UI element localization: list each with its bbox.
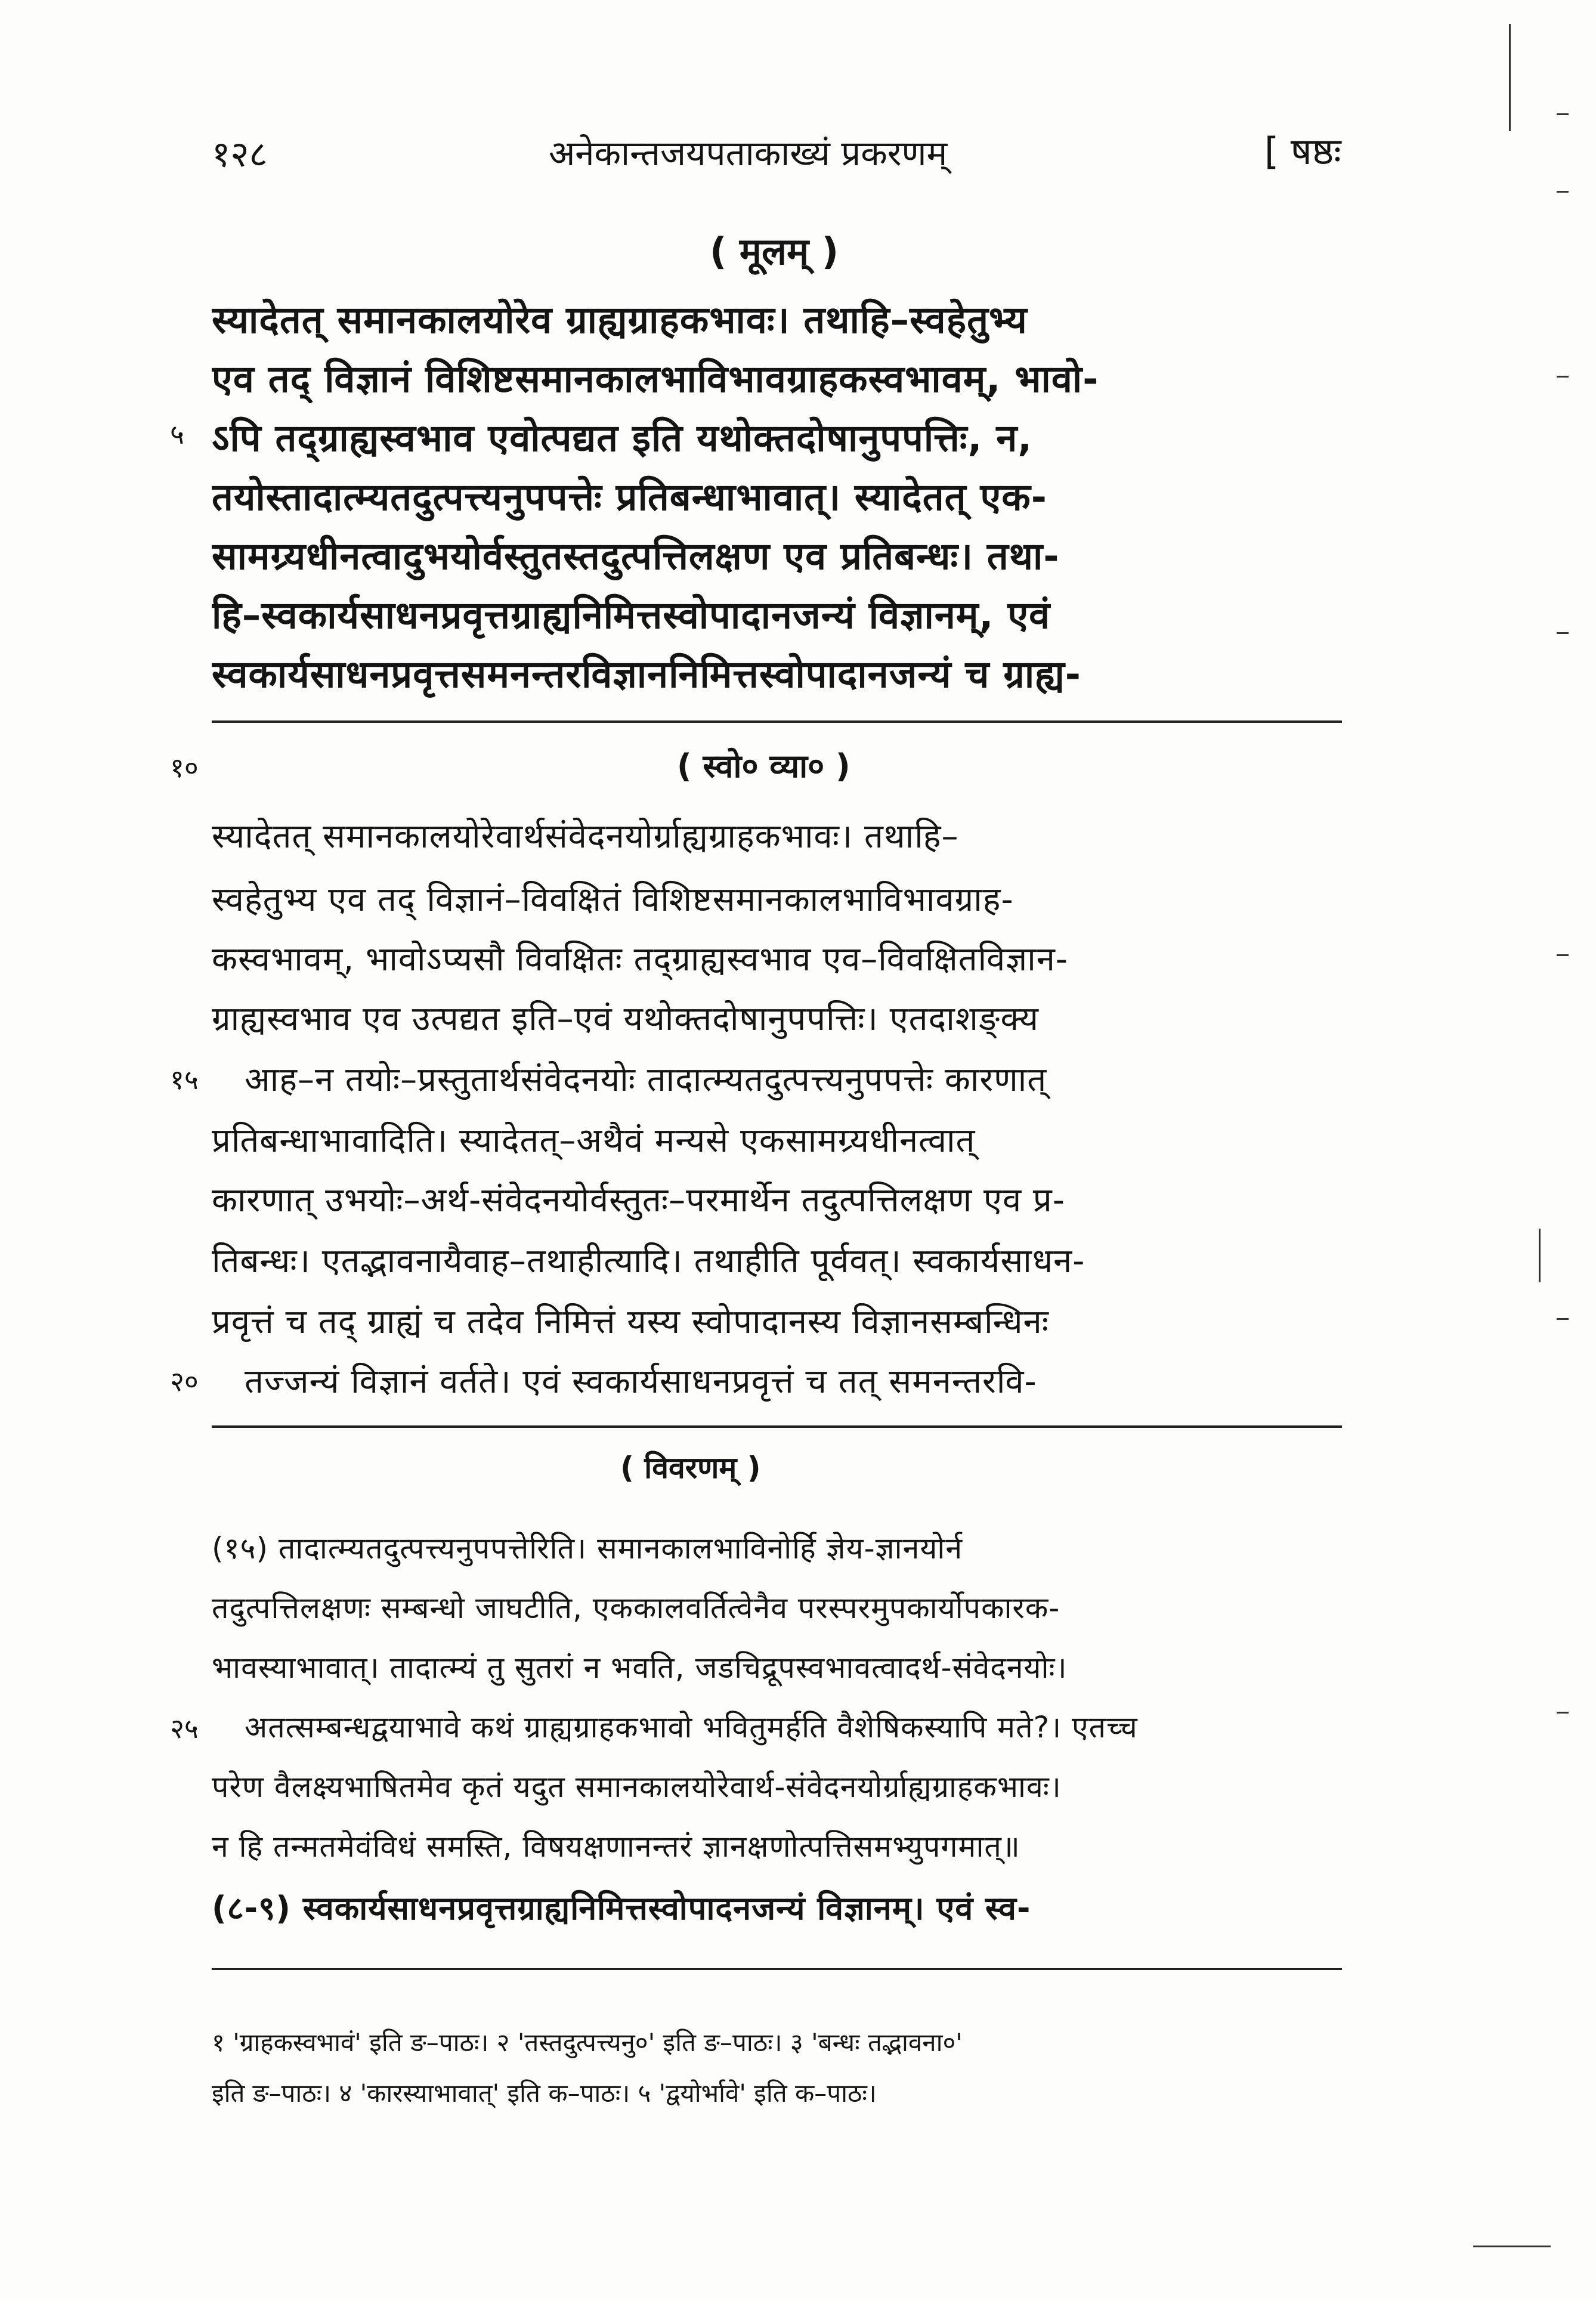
- margin-line-number-5: ५: [170, 418, 184, 450]
- svopajna-line-10: तज्जन्यं विज्ञानं वर्तते। एवं स्वकार्यसाधनप्रवृत्तं च तत् समनन्तरवि-: [245, 1362, 1037, 1401]
- svopajna-line-7: कारणात् उभयोः–अर्थ-संवेदनयोर्वस्तुतः–परमार्थेन तदुत्पत्तिलक्षण एव प्र-: [212, 1181, 1065, 1220]
- scan-edge-tick: [1557, 113, 1569, 115]
- mula-line-2: एव तद् विज्ञानं विशिष्टसमानकालभाविभावग्राहकस्वभावम्, भावो-: [212, 357, 1099, 401]
- scan-edge-mark: [1509, 24, 1511, 131]
- mula-line-5: सामग्र्यधीनत्वादुभयोर्वस्तुतस्तदुत्पत्तिलक्षण एव प्रतिबन्धः। तथा-: [212, 534, 1060, 578]
- mula-line-7: स्वकार्यसाधनप्रवृत्तसमनन्तरविज्ञाननिमित्तस्वोपादानजन्यं च ग्राह्य-: [212, 652, 1081, 696]
- scan-edge-tick: [1557, 1318, 1569, 1320]
- margin-line-number-15: १५: [170, 1063, 199, 1096]
- vivarana-line-3: भावस्याभावात्। तादात्म्यं तु सुतरां न भवति, जडचिद्रूपस्वभावत्वादर्थ-संवेदनयोः।: [212, 1650, 1068, 1685]
- running-title: अनेकान्तजयपताकाख्यं प्रकरणम्: [549, 133, 948, 174]
- mula-line-4: तयोस्तादात्म्यतदुत्पत्त्यनुपपत्तेः प्रतिबन्धाभावात्। स्यादेतत् एक-: [212, 475, 1047, 519]
- svopajna-line-1: स्यादेतत् समानकालयोरेवार्थसंवेदनयोर्ग्राह्यग्राहकभावः। तथाहि–: [212, 817, 959, 856]
- svopajna-line-3: कस्वभावम्, भावोऽप्यसौ विवक्षितः तद्ग्राह्यस्वभाव एव–विवक्षितविज्ञान-: [212, 940, 1068, 979]
- svopajna-line-6: प्रतिबन्धाभावादिति। स्यादेतत्–अथैवं मन्यसे एकसामग्र्यधीनत्वात्: [212, 1121, 976, 1160]
- scan-edge-tick: [1473, 2246, 1551, 2247]
- scan-edge-tick: [1557, 954, 1569, 956]
- mula-line-3: ऽपि तद्ग्राह्यस्वभाव एवोत्पद्यत इति यथोक्तदोषानुपपत्तिः, न,: [212, 416, 1033, 460]
- section-divider-2: [212, 1425, 1342, 1428]
- footnote-line-1: १ 'ग्राहकस्वभावं' इति ङ–पाठः। २ 'तस्तदुत्पत्त्यनु०' इति ङ–पाठः। ३ 'बन्धः तद्भावना०': [212, 2028, 963, 2057]
- scan-edge-tick: [1557, 632, 1569, 634]
- scan-edge-tick: [1557, 191, 1569, 193]
- vivarana-line-1: (१५) तादात्म्यतदुत्पत्त्यनुपपत्तेरिति। समानकालभाविनोर्हि ज्ञेय-ज्ञानयोर्न: [212, 1531, 963, 1566]
- svopajna-heading: ( स्वो० व्या० ): [677, 747, 850, 785]
- svopajna-line-8: तिबन्धः। एतद्भावनायैवाह–तथाहीत्यादि। तथाहीति पूर्ववत्। स्वकार्यसाधन-: [212, 1242, 1085, 1281]
- vivarana-line-2: तदुत्पत्तिलक्षणः सम्बन्धो जाघटीति, एककालवर्तित्वेनैव परस्परमुपकार्योपकारक-: [212, 1591, 1060, 1625]
- mula-line-6: हि–स्वकार्यसाधनप्रवृत्तग्राह्यनिमित्तस्वोपादानजन्यं विज्ञानम्, एवं: [212, 593, 1051, 637]
- vivarana-heading: ( विवरणम् ): [620, 1451, 761, 1485]
- vivarana-line-6: न हि तन्मतमेवंविधं समस्ति, विषयक्षणानन्तरं ज्ञानक्षणोत्पत्तिसमभ्युपगमात्॥: [212, 1829, 1020, 1864]
- scan-edge-mark: [1539, 1229, 1541, 1282]
- vivarana-line-5: परेण वैलक्ष्यभाषितमेव कृतं यदुत समानकालयोरेवार्थ-संवेदनयोर्ग्राह्यग्राहकभावः।: [212, 1770, 1062, 1804]
- mula-heading: ( मूलम् ): [710, 230, 839, 273]
- svopajna-line-9: प्रवृत्तं च तद् ग्राह्यं च तदेव निमित्तं यस्य स्वोपादानस्य विज्ञानसम्बन्धिनः: [212, 1303, 1049, 1341]
- page-number: १२८: [212, 134, 268, 175]
- scan-edge-tick: [1557, 376, 1569, 378]
- footnote-line-2: इति ङ–पाठः। ४ 'कारस्याभावात्' इति क–पाठः। ५ 'द्वयोर्भावे' इति क–पाठः।: [212, 2079, 877, 2108]
- footnote-divider: [212, 1968, 1342, 1970]
- mula-line-1: स्यादेतत् समानकालयोरेव ग्राह्यग्राहकभावः। तथाहि–स्वहेतुभ्य: [212, 298, 1028, 342]
- margin-line-number-25: २५: [170, 1712, 199, 1745]
- vivarana-line-4: अतत्सम्बन्धद्वयाभावे कथं ग्राह्यग्राहकभावो भवितुमर्हति वैशेषिकस्यापि मते?। एतच्च: [245, 1710, 1138, 1745]
- margin-line-number-20: २०: [170, 1365, 199, 1397]
- vivarana-line-7: (८-९) स्वकार्यसाधनप्रवृत्तग्राह्यनिमित्तस्वोपादनजन्यं विज्ञानम्। एवं स्व-: [212, 1889, 1031, 1927]
- chapter-mark: [ षष्ठः: [1264, 129, 1341, 173]
- svopajna-line-5: आह–न तयोः–प्रस्तुतार्थसंवेदनयोः तादात्म्यतदुत्पत्त्यनुपपत्तेः कारणात्: [245, 1060, 1047, 1099]
- margin-line-number-10: १०: [170, 751, 199, 784]
- svopajna-line-2: स्वहेतुभ्य एव तद् विज्ञानं–विवक्षितं विशिष्टसमानकालभाविभावग्राह-: [212, 880, 1014, 919]
- svopajna-line-4: ग्राह्यस्वभाव एव उत्पद्यत इति–एवं यथोक्तदोषानुपपत्तिः। एतदाशङ्क्य: [212, 1000, 1039, 1038]
- scan-edge-tick: [1557, 1712, 1569, 1714]
- section-divider-1: [212, 720, 1342, 723]
